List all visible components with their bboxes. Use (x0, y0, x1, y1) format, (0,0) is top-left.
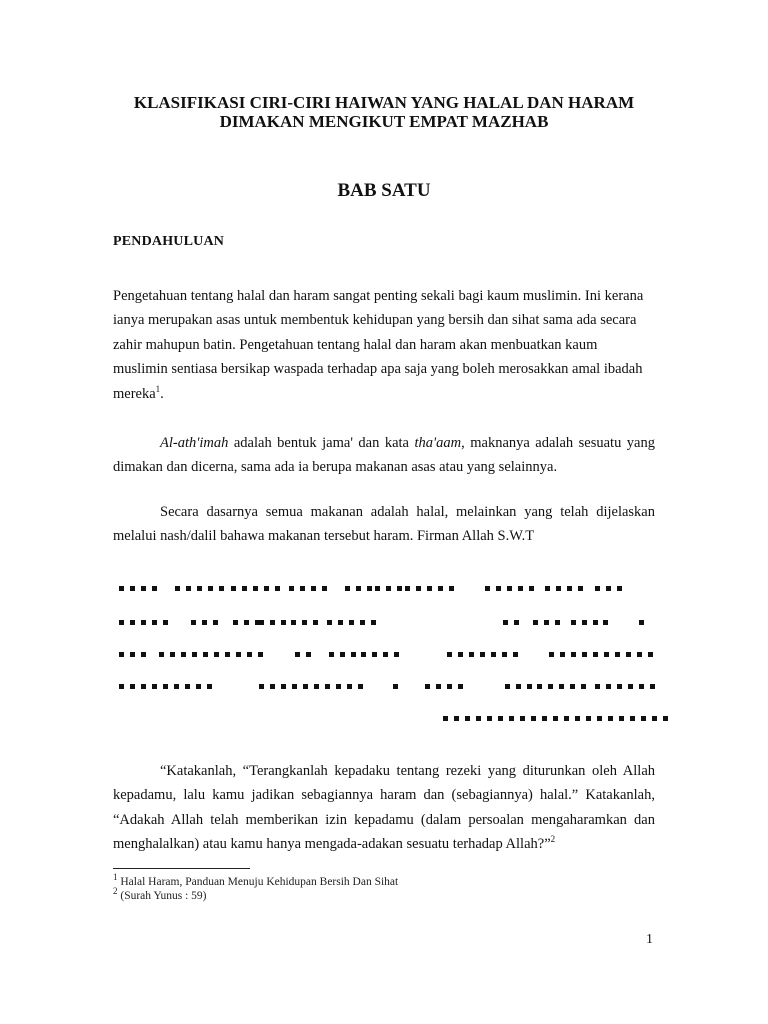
arabic-glyph-box (531, 716, 536, 721)
arabic-glyph-box (152, 620, 157, 625)
arabic-glyph-box (185, 684, 190, 689)
arabic-glyph-box (207, 684, 212, 689)
arabic-glyph-box (425, 684, 430, 689)
arabic-glyph-box (130, 620, 135, 625)
arabic-glyph-box (358, 684, 363, 689)
arabic-glyph-box (244, 620, 249, 625)
arabic-glyph-box (650, 684, 655, 689)
arabic-glyph-box (303, 684, 308, 689)
arabic-glyph-box (571, 620, 576, 625)
arabic-glyph-box (496, 586, 501, 591)
arabic-glyph-box (270, 684, 275, 689)
arabic-glyph-box (469, 652, 474, 657)
document-title-line-2: DIMAKAN MENGIKUT EMPAT MAZHAB (219, 112, 549, 131)
paragraph-introduction (113, 284, 655, 406)
arabic-glyph-box (281, 620, 286, 625)
arabic-glyph-box (306, 652, 311, 657)
arabic-glyph-box (259, 620, 264, 625)
arabic-glyph-box (586, 716, 591, 721)
arabic-glyph-box (356, 586, 361, 591)
arabic-glyph-box (608, 716, 613, 721)
arabic-glyph-box (270, 620, 275, 625)
arabic-glyph-box (595, 586, 600, 591)
arabic-glyph-box (322, 586, 327, 591)
arabic-glyph-box (397, 586, 402, 591)
arabic-glyph-box (314, 684, 319, 689)
arabic-glyph-box (571, 652, 576, 657)
arabic-glyph-box (351, 652, 356, 657)
arabic-glyph-box (545, 586, 550, 591)
arabic-glyph-box (372, 652, 377, 657)
arabic-glyph-box (329, 652, 334, 657)
arabic-glyph-box (313, 620, 318, 625)
arabic-glyph-box (130, 684, 135, 689)
arabic-glyph-box (458, 684, 463, 689)
arabic-glyph-box (628, 684, 633, 689)
arabic-glyph-box (191, 620, 196, 625)
arabic-glyph-box (509, 716, 514, 721)
arabic-glyph-box (300, 586, 305, 591)
arabic-glyph-box (619, 716, 624, 721)
arabic-glyph-box (617, 586, 622, 591)
arabic-verse-glyphs (113, 580, 683, 730)
arabic-glyph-box (465, 716, 470, 721)
arabic-glyph-box (281, 684, 286, 689)
footnote-number: 2 (113, 886, 118, 897)
arabic-glyph-box (311, 586, 316, 591)
quoted-translation: “Katakanlah, “Terangkanlah kepadaku tentang rezeki yang diturunkan oleh Allah kepadamu, lalu kamu jadikan sebagiannya haram dan (sebagiannya) halal.” Katakanlah, “Adakah Allah telah memberikan izin kepadamu (dalam persoalan mengaharamkan dan menghalalkan) atau kamu hanya mengada-adakan sesuatu terhadap Allah?” (113, 763, 655, 853)
arabic-glyph-box (394, 652, 399, 657)
arabic-glyph-box (340, 652, 345, 657)
arabic-glyph-box (480, 652, 485, 657)
arabic-glyph-box (186, 586, 191, 591)
arabic-glyph-box (630, 716, 635, 721)
arabic-glyph-box (295, 652, 300, 657)
arabic-glyph-box (606, 684, 611, 689)
arabic-glyph-box (405, 586, 410, 591)
arabic-glyph-box (242, 586, 247, 591)
arabic-glyph-box (447, 684, 452, 689)
arabic-glyph-box (593, 620, 598, 625)
arabic-glyph-box (491, 652, 496, 657)
arabic-glyph-box (375, 586, 380, 591)
arabic-glyph-box (192, 652, 197, 657)
arabic-glyph-box (208, 586, 213, 591)
paragraph-period: . (160, 385, 164, 402)
arabic-glyph-box (291, 620, 296, 625)
arabic-glyph-box (163, 684, 168, 689)
arabic-glyph-box (603, 620, 608, 625)
footnote-reference: 2 (550, 834, 556, 845)
arabic-glyph-box (548, 684, 553, 689)
arabic-glyph-box (505, 684, 510, 689)
arabic-glyph-box (626, 652, 631, 657)
arabic-glyph-box (502, 652, 507, 657)
arabic-glyph-box (581, 684, 586, 689)
arabic-glyph-box (175, 586, 180, 591)
arabic-glyph-box (503, 620, 508, 625)
arabic-glyph-box (575, 716, 580, 721)
arabic-glyph-box (553, 716, 558, 721)
arabic-glyph-box (196, 684, 201, 689)
arabic-glyph-box (236, 652, 241, 657)
arabic-glyph-box (567, 586, 572, 591)
arabic-glyph-box (537, 684, 542, 689)
arabic-glyph-box (259, 684, 264, 689)
arabic-glyph-box (361, 652, 366, 657)
arabic-glyph-box (617, 684, 622, 689)
arabic-glyph-box (213, 620, 218, 625)
arabic-glyph-box (170, 652, 175, 657)
arabic-glyph-box (604, 652, 609, 657)
arabic-glyph-box (498, 716, 503, 721)
arabic-glyph-box (292, 684, 297, 689)
chapter-heading: BAB SATU (337, 180, 431, 201)
arabic-glyph-box (386, 586, 391, 591)
arabic-glyph-box (443, 716, 448, 721)
arabic-glyph-box (556, 586, 561, 591)
arabic-glyph-box (529, 586, 534, 591)
arabic-glyph-box (516, 684, 521, 689)
arabic-glyph-box (325, 684, 330, 689)
paragraph-definition (113, 431, 655, 480)
arabic-glyph-box (476, 716, 481, 721)
arabic-glyph-box (141, 620, 146, 625)
footnote-text: Halal Haram, Panduan Menuju Kehidupan Bersih Dan Sihat (117, 876, 399, 888)
paragraph-text: adalah bentuk jama' dan kata (228, 435, 415, 451)
document-title-line-1: KLASIFIKASI CIRI-CIRI HAIWAN YANG HALAL DAN HARAM (133, 93, 635, 112)
arabic-glyph-box (555, 620, 560, 625)
paragraph-text: , maknanya adalah sesuatu yang dimakan dan dicerna, sama ada ia berupa makanan asas atau yang selainnya. (113, 435, 655, 476)
arabic-glyph-box (458, 652, 463, 657)
arabic-glyph-box (637, 652, 642, 657)
arabic-glyph-box (141, 586, 146, 591)
arabic-glyph-box (564, 716, 569, 721)
arabic-glyph-box (663, 716, 668, 721)
arabic-glyph-box (231, 586, 236, 591)
arabic-glyph-box (597, 716, 602, 721)
arabic-glyph-box (595, 684, 600, 689)
arabic-glyph-box (533, 620, 538, 625)
arabic-glyph-box (383, 652, 388, 657)
arabic-glyph-box (514, 620, 519, 625)
arabic-glyph-box (141, 652, 146, 657)
arabic-glyph-box (197, 586, 202, 591)
arabic-glyph-box (641, 716, 646, 721)
arabic-glyph-box (582, 620, 587, 625)
arabic-glyph-box (302, 620, 307, 625)
footnote-1 (113, 872, 399, 889)
arabic-glyph-box (542, 716, 547, 721)
arabic-glyph-box (253, 586, 258, 591)
section-heading: PENDAHULUAN (113, 234, 225, 249)
arabic-glyph-box (233, 620, 238, 625)
arabic-glyph-box (570, 684, 575, 689)
footnote-reference: 1 (155, 383, 161, 394)
arabic-glyph-box (427, 586, 432, 591)
arabic-glyph-box (436, 684, 441, 689)
paragraph-text: Secara dasarnya semua makanan adalah halal, melainkan yang telah dijelaskan melalui nash/dalil bahawa makanan tersebut haram. Firman Allah S.W.T (113, 504, 655, 545)
arabic-glyph-box (371, 620, 376, 625)
arabic-glyph-box (454, 716, 459, 721)
paragraph-translation (113, 759, 655, 857)
arabic-glyph-box (203, 652, 208, 657)
arabic-glyph-box (219, 586, 224, 591)
arabic-glyph-box (275, 586, 280, 591)
arabic-glyph-box (639, 620, 644, 625)
arabic-glyph-box (327, 620, 332, 625)
arabic-glyph-box (202, 620, 207, 625)
arabic-glyph-box (349, 620, 354, 625)
arabic-glyph-box (152, 684, 157, 689)
arabic-glyph-box (615, 652, 620, 657)
arabic-glyph-box (347, 684, 352, 689)
arabic-glyph-box (648, 652, 653, 657)
arabic-glyph-box (593, 652, 598, 657)
arabic-glyph-box (559, 684, 564, 689)
arabic-glyph-box (345, 586, 350, 591)
arabic-glyph-box (507, 586, 512, 591)
arabic-glyph-box (544, 620, 549, 625)
arabic-glyph-box (606, 586, 611, 591)
arabic-glyph-box (258, 652, 263, 657)
arabic-glyph-box (360, 620, 365, 625)
arabic-glyph-box (181, 652, 186, 657)
arabic-glyph-box (513, 652, 518, 657)
arabic-glyph-box (119, 652, 124, 657)
arabic-glyph-box (214, 652, 219, 657)
arabic-glyph-box (163, 620, 168, 625)
arabic-glyph-box (119, 586, 124, 591)
arabic-glyph-box (225, 652, 230, 657)
arabic-glyph-box (247, 652, 252, 657)
arabic-glyph-box (485, 586, 490, 591)
arabic-glyph-box (119, 620, 124, 625)
arabic-glyph-box (336, 684, 341, 689)
arabic-glyph-box (130, 586, 135, 591)
paragraph-text: Pengetahuan tentang halal dan haram sangat penting sekali bagi kaum muslimin. Ini kerana ianya merupakan asas untuk membentuk kehidupan yang bersih dan sihat sama ada secara zahir mahupun batin. Pengetahuan tentang halal dan haram akan menbuatkan kaum muslimin sentiasa bersikap waspada terhadap apa saja yang boleh merosakkan amal ibadah mereka (113, 288, 644, 402)
arabic-term: Al-ath'imah (160, 435, 229, 451)
arabic-verse-block (113, 580, 683, 730)
arabic-glyph-box (130, 652, 135, 657)
footnote-separator (113, 868, 250, 869)
arabic-glyph-box (289, 586, 294, 591)
arabic-glyph-box (367, 586, 372, 591)
arabic-glyph-box (174, 684, 179, 689)
arabic-glyph-box (264, 586, 269, 591)
arabic-glyph-box (487, 716, 492, 721)
arabic-glyph-box (416, 586, 421, 591)
arabic-term: tha'aam (414, 435, 462, 451)
arabic-glyph-box (560, 652, 565, 657)
arabic-glyph-box (438, 586, 443, 591)
footnote-text: (Surah Yunus : 59) (117, 890, 207, 902)
arabic-glyph-box (527, 684, 532, 689)
footnote-2 (113, 886, 207, 903)
arabic-glyph-box (518, 586, 523, 591)
arabic-glyph-box (549, 652, 554, 657)
arabic-glyph-box (639, 684, 644, 689)
arabic-glyph-box (520, 716, 525, 721)
arabic-glyph-box (652, 716, 657, 721)
arabic-glyph-box (141, 684, 146, 689)
page-number: 1 (646, 932, 653, 947)
arabic-glyph-box (582, 652, 587, 657)
footnote-number: 1 (113, 872, 118, 883)
arabic-glyph-box (447, 652, 452, 657)
arabic-glyph-box (449, 586, 454, 591)
arabic-glyph-box (119, 684, 124, 689)
paragraph-basis (113, 500, 655, 549)
arabic-glyph-box (159, 652, 164, 657)
arabic-glyph-box (578, 586, 583, 591)
arabic-glyph-box (393, 684, 398, 689)
arabic-glyph-box (338, 620, 343, 625)
arabic-glyph-box (152, 586, 157, 591)
